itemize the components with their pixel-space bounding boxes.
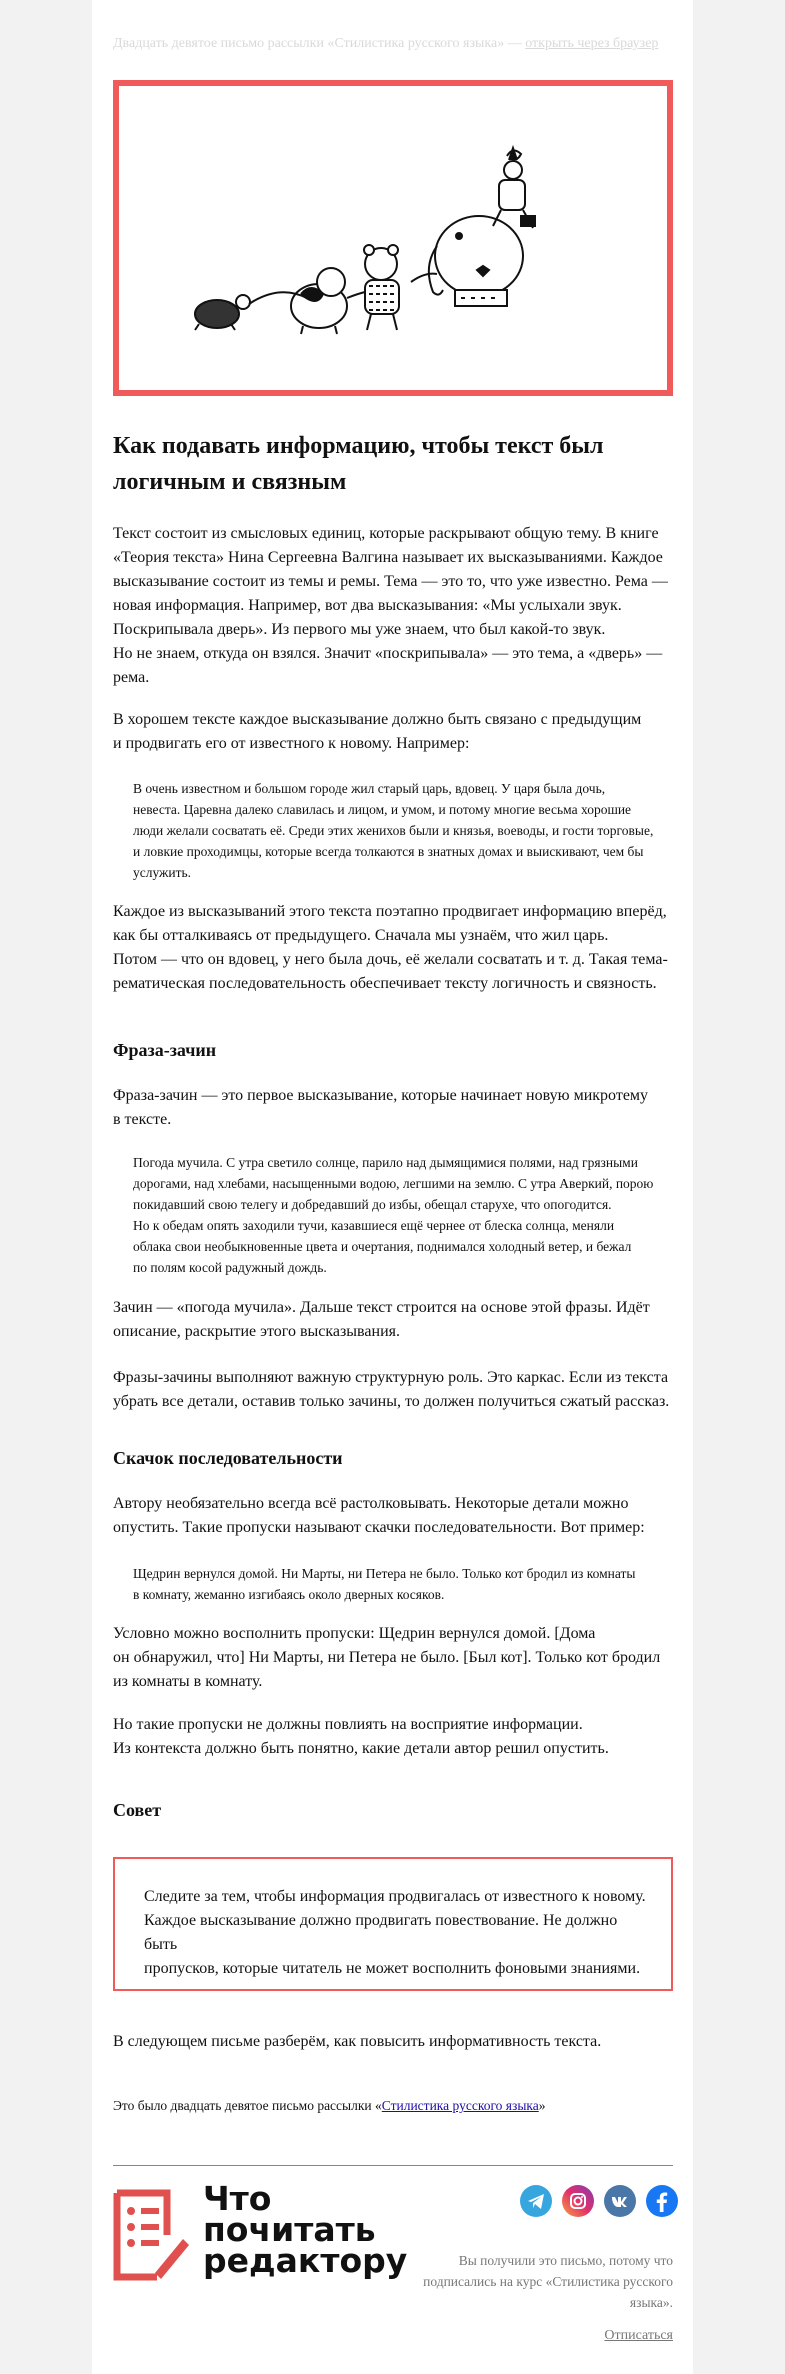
paragraph-line: Условно можно восполнить пропуски: Щедрин вернулся домой. [Дома: [113, 1625, 596, 1642]
intro-line: рема.: [113, 669, 150, 686]
note-line: подписались на курс «Стилистика русского: [423, 2274, 673, 2289]
intro-line: новая информация. Например, вот два высказывания: «Мы услыхали звук.: [113, 597, 622, 614]
intro-paragraph: [113, 522, 673, 690]
paragraph-line: из комнаты в комнату.: [113, 1673, 263, 1690]
paragraph-line: Фразы-зачины выполняют важную структурную роль. Это каркас. Если из текста: [113, 1369, 669, 1386]
preheader: [113, 36, 673, 52]
paragraph-line: Из контекста должно быть понятно, какие детали автор решил опустить.: [113, 1740, 609, 1757]
series-note: [113, 2096, 545, 2116]
paragraph: [113, 900, 673, 996]
quote-line: облака свои необыкновенные цвета и очертания, поднимался холодный ветер, и бежал: [133, 1239, 632, 1254]
paragraph-line: Потом — что он вдовец, у него была дочь, её желали сосватать и т. д. Такая тема-: [113, 951, 668, 968]
intro-line: Но не знаем, откуда он взялся. Значит «поскрипывала» — это тема, а «дверь» —: [113, 645, 663, 662]
quote-line: по полям косой радужный дождь.: [133, 1260, 327, 1275]
intro-line: «Теория текста» Нина Сергеевна Валгина называет их высказываниями. Каждое: [113, 549, 663, 566]
unsubscribe-link[interactable]: Отписаться: [604, 2328, 673, 2343]
telegram-icon[interactable]: [520, 2185, 552, 2217]
series-prefix: Это было двадцать девятое письмо рассылки «: [113, 2098, 382, 2113]
logo-line: почитать: [203, 2210, 376, 2249]
toy-parade-illustration: [119, 86, 667, 390]
intro-line: Текст состоит из смысловых единиц, которые раскрывают общую тему. В книге: [113, 525, 659, 542]
paragraph: [113, 1713, 673, 1761]
quote-line: Но к обедам опять заходили тучи, казавшиеся ещё чернее от блеска солнца, меняли: [133, 1218, 615, 1233]
section-heading-skachok: Скачок последовательности: [113, 1448, 343, 1468]
tip-box: [113, 1857, 673, 1991]
hero-image: [113, 80, 673, 396]
paragraph: [113, 708, 673, 756]
paragraph-line: Автору необязательно всегда всё растолковывать. Некоторые детали можно: [113, 1495, 629, 1512]
subscription-note: [412, 2250, 673, 2313]
instagram-icon[interactable]: [562, 2185, 594, 2217]
intro-line: Поскрипывала дверь». Из первого мы уже знаем, что был какой-то звук.: [113, 621, 606, 638]
logo[interactable]: [113, 2179, 413, 2283]
quote-block: [133, 1563, 663, 1605]
social-links: [520, 2185, 680, 2221]
note-line: Вы получили это письмо, потому что: [458, 2253, 673, 2268]
vk-icon[interactable]: [604, 2185, 636, 2217]
paragraph-line: Но такие пропуски не должны повлиять на восприятие информации.: [113, 1716, 583, 1733]
paragraph: [113, 1622, 673, 1694]
paragraph-line: как бы отталкиваясь от предыдущего. Сначала мы узнаём, что жил царь.: [113, 927, 609, 944]
footer-divider: [113, 2165, 673, 2166]
tip-line: Следите за тем, чтобы информация продвигалась от известного к новому.: [144, 1888, 646, 1905]
quote-line: Щедрин вернулся домой. Ни Марты, ни Петера не было. Только кот бродил из комнаты: [133, 1566, 636, 1581]
quote-line: в комнату, жеманно изгибаясь около дверных косяков.: [133, 1587, 445, 1602]
series-suffix: »: [538, 2098, 546, 2113]
quote-line: люди желали сосватать её. Среди этих женихов были и князья, воеводы, и гости торговые,: [133, 823, 654, 838]
paragraph-line: описание, раскрытие этого высказывания.: [113, 1323, 400, 1340]
paragraph: [113, 1084, 673, 1132]
paragraph-line: В хорошем тексте каждое высказывание должно быть связано с предыдущим: [113, 711, 642, 728]
quote-block: [133, 778, 663, 883]
section-heading-sovet: Совет: [113, 1800, 162, 1820]
series-link[interactable]: Стилистика русского языка: [381, 2098, 539, 2113]
tip-line: пропусков, которые читатель не может восполнить фоновыми знаниями.: [144, 1960, 641, 1977]
paragraph-line: он обнаружил, что] Ни Марты, ни Петера не было. [Был кот]. Только кот бродил: [113, 1649, 661, 1666]
article-title: Как подавать информацию, чтобы текст был логичным и связным: [113, 433, 604, 495]
next-letter-note: В следующем письме разберём, как повысить информативность текста.: [113, 2033, 602, 2050]
quote-line: и ловкие проходимцы, которые всегда толкаются в знатных домах и выискивают, чем бы: [133, 844, 644, 859]
note-line: языка».: [629, 2295, 673, 2310]
paragraph-line: Фраза-зачин — это первое высказывание, которые начинает новую микротему: [113, 1087, 649, 1104]
paragraph: [113, 1296, 673, 1344]
intro-line: высказывание состоит из темы и ремы. Тема — это то, что уже известно. Рема —: [113, 573, 668, 590]
quote-line: дорогами, над хлебами, насыщенными водою, легшими на землю. С утра Аверкий, порою: [133, 1176, 654, 1191]
paragraph-line: Зачин — «погода мучила». Дальше текст строится на основе этой фразы. Идёт: [113, 1299, 650, 1316]
tip-line: Каждое высказывание должно продвигать повествование. Не должно быть: [144, 1912, 618, 1953]
paragraph-line: Каждое из высказываний этого текста поэтапно продвигает информацию вперёд,: [113, 903, 667, 920]
quote-line: В очень известном и большом городе жил старый царь, вдовец. У царя была дочь,: [133, 781, 606, 796]
paragraph-line: рематическая последовательность обеспечивает тексту логичность и связность.: [113, 975, 657, 992]
checklist-logo-icon: [113, 2185, 191, 2281]
paragraph-line: и продвигать его от известного к новому. Например:: [113, 735, 470, 752]
email-container: [92, 0, 693, 2374]
quote-block: [133, 1152, 663, 1278]
quote-line: Погода мучила. С утра светило солнце, парило над дымящимися полями, над грязными: [133, 1155, 638, 1170]
paragraph-line: в тексте.: [113, 1111, 172, 1128]
preheader-text: Двадцать девятое письмо рассылки «Стилистика русского языка» —: [113, 36, 526, 51]
quote-line: услужить.: [133, 865, 192, 880]
quote-line: покидавший свою телегу и добредавший до избы, обещал старухе, что опогодится.: [133, 1197, 612, 1212]
section-heading-zachin: Фраза-зачин: [113, 1040, 217, 1060]
logo-line: Что: [203, 2179, 272, 2218]
paragraph: [113, 1492, 673, 1540]
paragraph: [113, 1366, 673, 1414]
paragraph-line: опустить. Такие пропуски называют скачки последовательности. Вот пример:: [113, 1519, 645, 1536]
quote-line: невеста. Царевна далеко славилась и лицом, и умом, и потому многие весьма хорошие: [133, 802, 632, 817]
logo-line: редактору: [203, 2241, 408, 2280]
open-in-browser-link[interactable]: открыть через браузер: [525, 36, 659, 51]
logo-text: [203, 2179, 408, 2280]
tip-text: [144, 1885, 654, 1981]
paragraph-line: убрать все детали, оставив только зачины, то должен получиться сжатый рассказ.: [113, 1393, 670, 1410]
facebook-icon[interactable]: [646, 2185, 678, 2217]
